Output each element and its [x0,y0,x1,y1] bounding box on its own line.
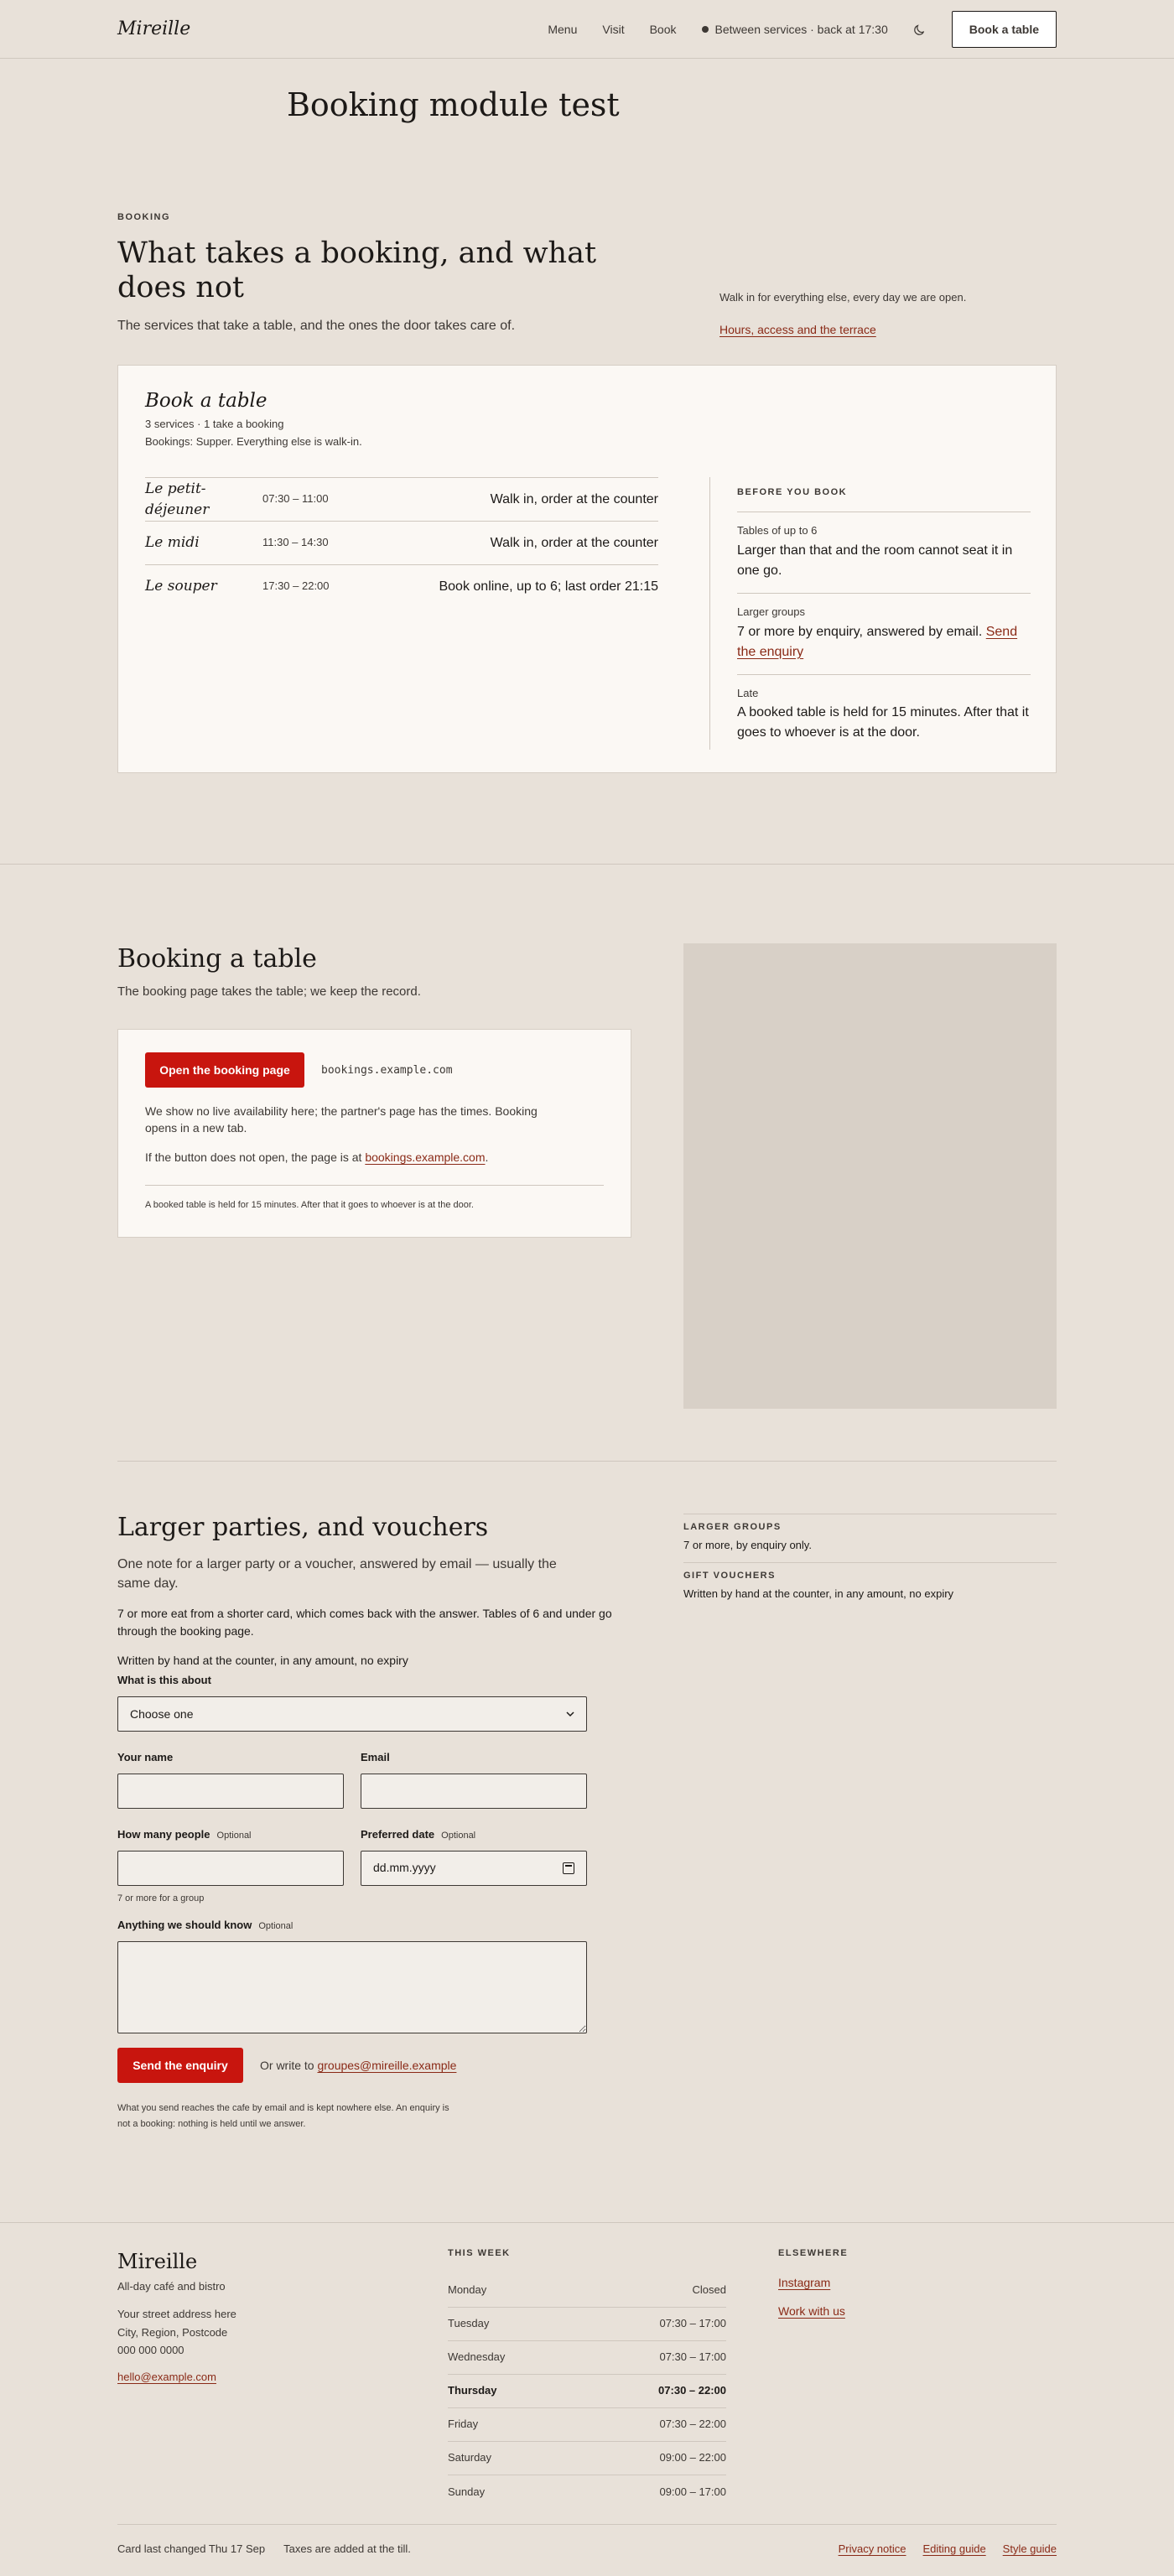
enquiry-form [117,1673,587,2033]
booking-domain: bookings.example.com [321,1064,453,1077]
card-meta [145,416,362,451]
notes-field-group [117,1918,587,2033]
send-enquiry-button[interactable]: Send the enquiry [117,2048,243,2083]
hours-row [448,2442,726,2475]
section-divider [117,1461,1057,1462]
hours-time: Closed [692,2283,726,2297]
date-label [361,1827,587,1843]
page-title: Booking module test [287,86,620,123]
theme-toggle-moon-icon[interactable] [913,23,927,36]
service-name: Le midi [145,534,200,552]
day: Sunday [448,2485,486,2498]
address-line: City, Region, Postcode [117,2325,228,2339]
calendar-icon[interactable] [563,1862,574,1874]
rule-label: Late [737,686,759,699]
section-heading: Larger parties, and vouchers [117,1513,489,1542]
status-dot-icon [702,26,709,33]
people-field-group [117,1827,344,1906]
booking-overview-section [117,211,1057,335]
rule-text-with-link [737,622,1031,662]
book-table-header-button[interactable]: Book a table [952,11,1057,48]
name-label: Your name [117,1750,174,1763]
date-field-group [361,1827,587,1906]
optional-tag: Optional [441,1830,476,1841]
footer-contact [117,2277,236,2386]
about-select[interactable] [117,1696,587,1732]
people-label-text: How many people [117,1827,210,1841]
hours-row [448,2341,726,2375]
nav-item-menu[interactable]: Menu [548,22,578,36]
email-field[interactable] [361,1774,587,1809]
service-row [145,521,658,564]
services-list [145,477,658,608]
service-name: Le souper [145,578,217,595]
brand-logo[interactable]: Mireille [117,18,191,40]
service-row [145,477,658,521]
status-text: Between services · back at 17:30 [714,22,888,36]
optional-tag: Optional [258,1920,294,1931]
book-table-card [117,365,1057,773]
phone-number: 000 000 0000 [117,2344,184,2357]
instagram-link[interactable]: Instagram [778,2275,831,2289]
fallback-note [145,1149,488,1166]
email-field-group [361,1750,587,1809]
date-label-text: Preferred date [361,1827,435,1841]
hours-row-today [448,2375,726,2408]
fact-label: LARGER GROUPS [683,1522,782,1532]
about-select-value: Choose one [130,1706,194,1721]
people-label [117,1827,344,1843]
rule-label: Tables of up to 6 [737,523,818,537]
fallback-prefix: If the button does not open, the page is at [145,1150,362,1164]
nav-item-book[interactable]: Book [649,22,677,36]
notes-textarea[interactable] [117,1941,587,2033]
editing-guide-link[interactable]: Editing guide [922,2542,986,2555]
fact-item [683,1562,1057,1611]
availability-note: We show no live availability here; the partner's page has the times. Booking opens in a new tab. [145,1104,538,1135]
date-field[interactable] [361,1851,587,1886]
bookings-summary: Bookings: Supper. Everything else is walk-in. [145,434,362,448]
open-booking-page-button[interactable]: Open the booking page [145,1052,304,1088]
hours-row [448,2408,726,2442]
day: Friday [448,2418,479,2431]
section-lede: The booking page takes the table; we keep the record. [117,984,421,999]
day: Wednesday [448,2350,506,2364]
facts-list [683,1514,1057,1611]
name-field-group [117,1750,344,1809]
before-you-book [737,486,1031,755]
hours-row [448,2475,726,2509]
send-enquiry-link[interactable]: Send the enquiry [737,624,1018,659]
rule-text: A booked table is held for 15 minutes. After that it goes to whoever is at the door. [737,705,1029,740]
card-changed-date: Card last changed Thu 17 Sep [117,2542,266,2555]
fact-value: 7 or more, by enquiry only. [683,1538,812,1551]
rule-text: 7 or more by enquiry, answered by email. [737,624,983,639]
notes-label-text: Anything we should know [117,1918,252,1931]
service-status [702,21,888,38]
rule-item [737,512,1031,594]
or-write-text [260,2057,456,2074]
form-row [117,1827,587,1906]
work-with-us-link[interactable]: Work with us [778,2304,845,2319]
service-note: Walk in, order at the counter [490,491,658,506]
fact-value: Written by hand at the counter, in any amount, no expiry [683,1587,954,1600]
rule-text: Larger than that and the room cannot seat it in one go. [737,543,1013,578]
about-label: What is this about [117,1674,211,1686]
day: Tuesday [448,2317,490,2330]
service-name: Le petit-déjeuner [145,480,210,518]
fallback-suffix: . [485,1150,489,1164]
name-field[interactable] [117,1774,344,1809]
footer-brand: Mireille [117,2250,198,2273]
walk-in-note [719,290,966,339]
chevron-down-icon [566,1710,574,1718]
or-write-label: Or write to [260,2058,314,2072]
opening-hours [448,2247,726,2509]
hours-time: 07:30 – 17:00 [659,2317,726,2330]
optional-tag: Optional [216,1830,252,1841]
rule-label: Larger groups [737,605,805,618]
services-count: 3 services · 1 take a booking [145,418,284,430]
service-note: Walk in, order at the counter [490,535,658,550]
email-label: Email [361,1750,390,1763]
larger-parties-section [117,1509,612,1670]
groups-email-link[interactable]: groupes@mireille.example [317,2058,457,2072]
fact-label: GIFT VOUCHERS [683,1570,776,1581]
legal-links [839,2542,1057,2558]
address-line: Your street address here [117,2308,236,2321]
rule-item [737,594,1031,675]
footer-tagline: All-day café and bistro [117,2280,226,2293]
footer-address [117,2305,236,2359]
section-eyebrow: BOOKING [117,212,171,222]
section-divider [0,864,1174,865]
footer-bottom-bar [117,2524,1057,2558]
footer-divider [0,2222,1174,2223]
hours-row [448,2308,726,2341]
form-actions [117,2048,456,2083]
hours-time: 09:00 – 22:00 [659,2451,726,2464]
people-hint: 7 or more for a group [117,1893,205,1903]
footer-email-link[interactable]: hello@example.com [117,2370,216,2383]
main-nav [548,11,1057,48]
section-lede: The services that take a table, and the ones the door takes care of. [117,318,516,333]
taxes-note: Taxes are added at the till. [283,2542,411,2555]
privacy-fine-print: What you send reaches the cafe by email and is kept nowhere else. An enquiry is not a booking: nothing is held until we answer. [117,2103,449,2129]
service-time: 07:30 – 11:00 [262,492,329,506]
section-heading: Booking a table [117,944,317,974]
card-divider [709,477,710,750]
hours-time: 07:30 – 22:00 [658,2384,726,2397]
elsewhere-links [778,2247,848,2332]
hours-access-link[interactable]: Hours, access and the terrace [719,322,876,336]
date-placeholder: dd.mm.yyyy [373,1861,436,1875]
form-row [117,1750,587,1809]
site-header [0,0,1174,59]
style-guide-link[interactable]: Style guide [1002,2542,1057,2555]
card-title: Book a table [145,390,268,412]
booking-fallback-link[interactable]: bookings.example.com [365,1150,486,1164]
hours-time: 07:30 – 22:00 [659,2418,726,2431]
fact-item [683,1514,1057,1562]
hours-time: 09:00 – 17:00 [659,2485,726,2498]
day: Monday [448,2283,487,2297]
image-placeholder [683,943,1057,1409]
day: Saturday [448,2451,492,2464]
service-row [145,564,658,608]
hours-row [448,2274,726,2308]
walk-in-text: Walk in for everything else, every day we are open. [719,291,967,304]
service-note: Book online, up to 6; last order 21:15 [439,579,658,594]
elsewhere-heading: ELSEWHERE [778,2248,849,2258]
hours-time: 07:30 – 17:00 [659,2350,726,2364]
hold-policy-note: A booked table is held for 15 minutes. After that it goes to whoever is at the door. [145,1185,604,1213]
section-heading: What takes a booking, and what does not [117,236,597,305]
booking-partner-card [117,1029,631,1238]
section-lede: One note for a larger party or a voucher, answered by email — usually the same day. [117,1556,557,1591]
groups-note: 7 or more eat from a shorter card, which comes back with the answer. Tables of 6 and under go through the booking page. [117,1606,612,1638]
notes-label [117,1918,587,1934]
day: Thursday [448,2384,497,2397]
nav-item-visit[interactable]: Visit [602,22,625,36]
vouchers-note: Written by hand at the counter, in any amount, no expiry [117,1653,408,1667]
hours-heading: THIS WEEK [448,2248,511,2258]
people-field[interactable] [117,1851,344,1886]
service-time: 11:30 – 14:30 [262,536,329,549]
privacy-notice-link[interactable]: Privacy notice [838,2542,906,2555]
service-time: 17:30 – 22:00 [262,579,330,593]
rule-item [737,675,1031,756]
before-heading: BEFORE YOU BOOK [737,486,1031,512]
